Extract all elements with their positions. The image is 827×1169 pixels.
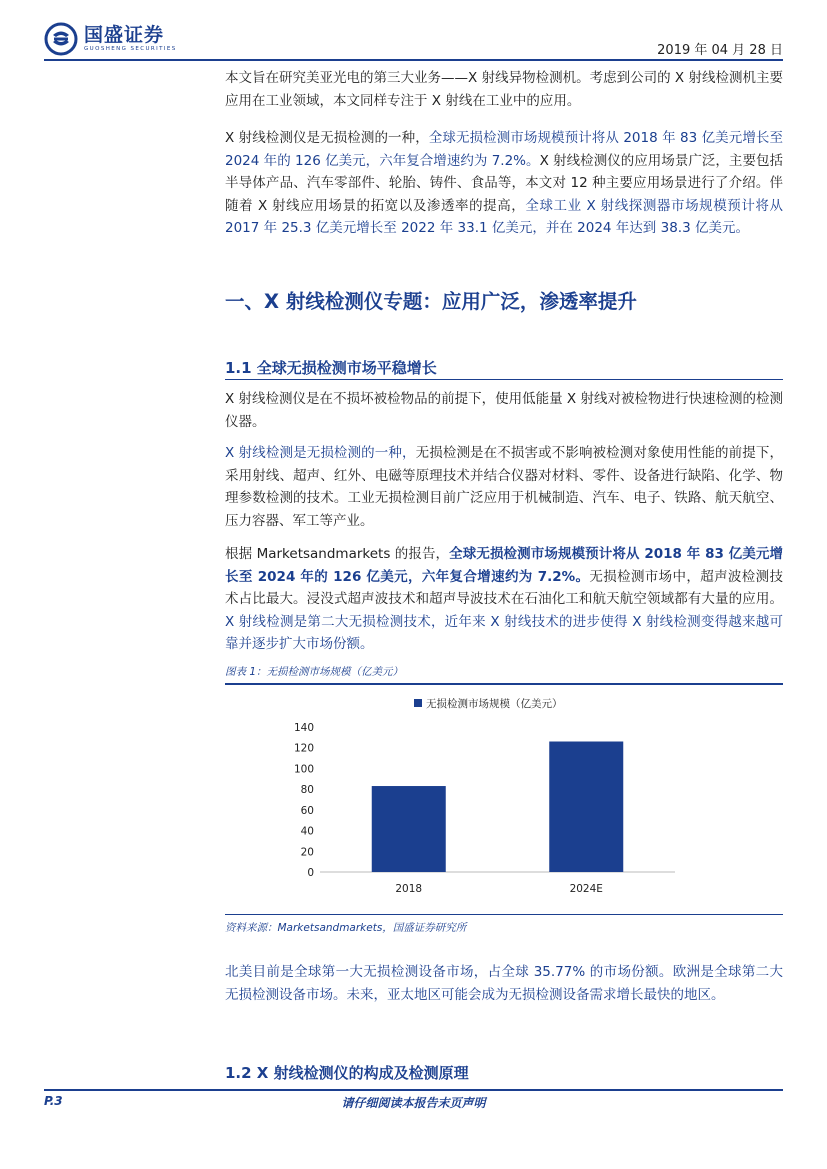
y-tick-label: 120 xyxy=(293,742,314,755)
header-logo xyxy=(44,22,177,56)
subsection-title-1-2: 1.2 X 射线检测仪的构成及检测原理 xyxy=(225,1064,469,1082)
y-tick-label: 40 xyxy=(300,825,314,838)
footer-disclaimer: 请仔细阅读本报告末页声明 xyxy=(341,1096,486,1110)
y-tick-label: 100 xyxy=(293,763,314,776)
intro-p2-highlight-2: 全球工业 X 射线探测器市场规模预计将从 2017 年 25.3 亿美元增长至 2022 年 33.1 亿美元，并在 2024 年达到 38.3 亿美元。 xyxy=(225,197,783,236)
paragraph-1-1-c xyxy=(225,543,783,656)
paragraph-highlight: X 射线检测是无损检测的一种， xyxy=(225,445,416,461)
y-tick-label: 140 xyxy=(293,722,314,734)
paragraph-text-2: 无损检测市场中，超声波检测技术占比最大。浸没式超声波技术和超声导波技术在石油化工和航天航空领域都有大量的应用。 xyxy=(225,568,783,607)
figure-top-rule xyxy=(225,683,783,685)
bar-2018 xyxy=(372,786,446,872)
page-number: P.3 xyxy=(44,1094,63,1108)
x-tick-label: 2018 xyxy=(395,883,423,895)
subsection-title-1-1: 1.1 全球无损检测市场平稳增长 xyxy=(225,359,437,377)
subsection-divider xyxy=(225,379,783,380)
paragraph-text: 无损检测是在不损害或不影响被检测对象使用性能的前提下，采用射线、超声、红外、电磁等原理技术并结合仪器对材料、零件、设备进行缺陷、化学、物理参数检测的技术。工业无损检测目前广泛应用于机械制造、汽车、电子、铁路、航天航空、压力容器、军工等产业。 xyxy=(225,445,784,529)
header-divider xyxy=(44,59,783,61)
section-title: 一、X 射线检测仪专题：应用广泛，渗透率提升 xyxy=(225,290,637,313)
paragraph-text: 根据 Marketsandmarkets 的报告， xyxy=(225,546,450,562)
figure-bottom-rule xyxy=(225,914,783,915)
intro-p2-text-2: X 射线检测仪的应用场景广泛，主要包括半导体产品、汽车零部件、轮胎、铸件、食品等，本文对 12 种主要应用场景进行了介绍。伴随着 X 射线应用场景的拓宽以及渗透率的提高， xyxy=(225,152,783,214)
report-date: 2019 年 04 月 28 日 xyxy=(657,43,783,58)
figure-title: 图表 1：无损检测市场规模（亿美元） xyxy=(225,666,404,678)
y-tick-label: 80 xyxy=(300,784,314,797)
paragraph-1-1-a: X 射线检测仪是在不损坏被检物品的前提下，使用低能量 X 射线对被检物进行快速检测的检测仪器。 xyxy=(225,391,783,430)
footer-divider xyxy=(44,1089,783,1091)
intro-paragraph-1: 本文旨在研究美亚光电的第三大业务——X 射线异物检测机。考虑到公司的 X 射线检测机主要应用在工业领域，本文同样专注于 X 射线在工业中的应用。 xyxy=(225,70,783,109)
paragraph-1-1-d: 北美目前是全球第一大无损检测设备市场，占全球 35.77% 的市场份额。欧洲是全球第二大无损检测设备市场。未来，亚太地区可能会成为无损检测设备需求增长最快的地区。 xyxy=(225,964,783,1003)
logo-name: 国盛证券 xyxy=(84,24,165,46)
intro-paragraph-2 xyxy=(225,127,783,240)
intro-p2-highlight: 全球无损检测市场规模预计将从 2018 年 83 亿美元增长至 2024 年的 126 亿美元，六年复合增速约为 7.2%。 xyxy=(225,130,783,169)
y-tick-label: 60 xyxy=(300,804,314,817)
x-tick-label: 2024E xyxy=(569,883,603,895)
logo-subname: GUOSHENG SECURITIES xyxy=(84,46,177,52)
bar-2024E xyxy=(549,742,623,873)
legend-swatch xyxy=(414,699,422,707)
y-tick-label: 0 xyxy=(307,867,314,879)
figure-source: 资料来源：Marketsandmarkets，国盛证券研究所 xyxy=(225,922,467,934)
paragraph-bold-highlight: 全球无损检测市场规模预计将从 2018 年 83 亿美元增长至 2024 年的 126 亿美元，六年复合增速约为 7.2%。 xyxy=(225,546,783,585)
market-size-chart xyxy=(225,688,783,910)
paragraph-highlight: X 射线检测是第二大无损检测技术，近年来 X 射线技术的进步使得 X 射线检测变得越来越可靠并逐步扩大市场份额。 xyxy=(225,613,783,652)
intro-p2-text: X 射线检测仪是无损检测的一种， xyxy=(225,130,429,146)
paragraph-1-1-b xyxy=(225,442,783,532)
y-tick-label: 20 xyxy=(300,846,314,859)
legend-label: 无损检测市场规模（亿美元） xyxy=(426,698,563,710)
logo-icon xyxy=(44,22,78,56)
